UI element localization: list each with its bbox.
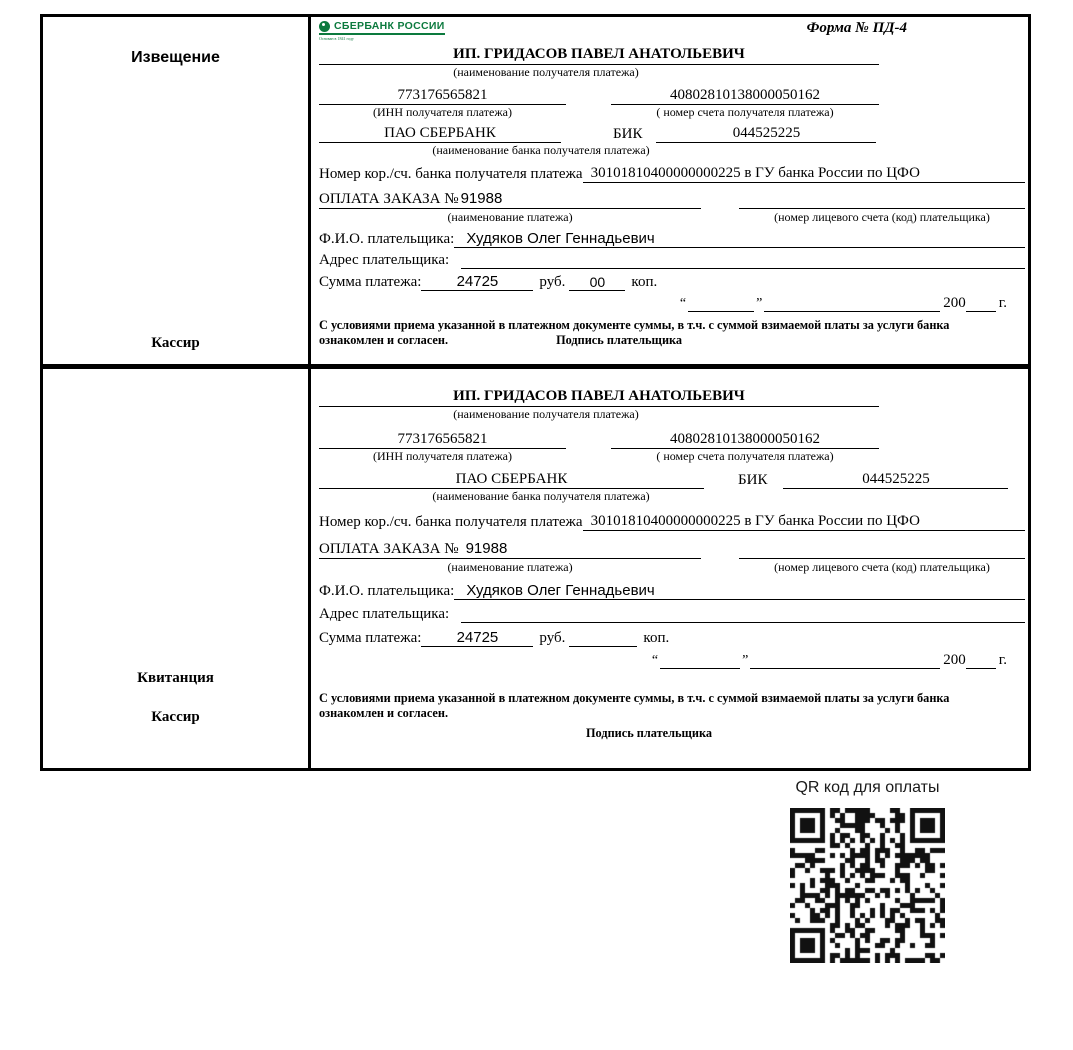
bik-label: БИК bbox=[738, 472, 768, 488]
date-day-field bbox=[688, 298, 754, 312]
order-number: 91988 bbox=[465, 540, 508, 557]
bank-row bbox=[319, 125, 1025, 143]
recipient-name: ИП. ГРИДАСОВ ПАВЕЛ АНАТОЛЬЕВИЧ bbox=[319, 46, 879, 65]
notice-left-column bbox=[43, 17, 311, 364]
account-value: 40802810138000050162 bbox=[611, 87, 879, 105]
payer-code-caption: (номер лицевого счета (код) плательщика) bbox=[774, 560, 990, 574]
inn-account-row bbox=[319, 431, 1025, 449]
notice-label: Извещение bbox=[131, 49, 220, 66]
payment-name-field bbox=[319, 190, 701, 209]
payment-name-caption: (наименование платежа) bbox=[447, 560, 573, 574]
form-number-title: Форма № ПД-4 bbox=[806, 20, 907, 36]
kop-label: коп. bbox=[643, 630, 670, 646]
bank-name-value: ПАО СБЕРБАНК bbox=[319, 125, 561, 143]
inn-account-captions bbox=[319, 449, 1025, 464]
year-suffix: г. bbox=[998, 652, 1007, 668]
recipient-caption: (наименование получателя платежа) bbox=[453, 65, 639, 79]
date-row bbox=[319, 652, 1007, 669]
payment-name-caption: (наименование платежа) bbox=[447, 210, 573, 224]
qr-payment-block bbox=[775, 779, 960, 963]
kop-label: коп. bbox=[631, 274, 658, 290]
payer-address-row bbox=[319, 252, 1025, 269]
payment-name-prefix: ОПЛАТА ЗАКАЗА № bbox=[319, 191, 459, 207]
inn-account-row bbox=[319, 87, 1025, 105]
sberbank-logo-tagline: Основан в 1841 году bbox=[319, 36, 354, 41]
notice-header-row bbox=[319, 20, 1025, 44]
order-number: 91988 bbox=[460, 190, 503, 207]
bank-caption: (наименование банка получателя платежа) bbox=[432, 143, 650, 157]
year-suffix: г. bbox=[998, 295, 1007, 311]
receipt-left-column bbox=[43, 369, 311, 768]
sum-row bbox=[319, 273, 1025, 291]
sum-rub-value: 24725 bbox=[421, 629, 533, 647]
signature-label: Подпись плательщика bbox=[556, 333, 683, 348]
year-prefix: 200 bbox=[943, 295, 966, 311]
notice-section bbox=[43, 17, 1028, 369]
year-prefix: 200 bbox=[943, 652, 966, 668]
bank-caption: (наименование банка получателя платежа) bbox=[432, 489, 650, 503]
notice-body bbox=[311, 17, 1028, 364]
inn-caption: (ИНН получателя платежа) bbox=[373, 105, 512, 119]
spacer bbox=[566, 449, 611, 464]
corr-account-row bbox=[319, 513, 1025, 531]
payer-fio-row bbox=[319, 230, 1025, 248]
corr-account-label: Номер кор./сч. банка получателя платежа bbox=[319, 166, 583, 182]
qr-code bbox=[790, 808, 945, 963]
account-caption: ( номер счета получателя платежа) bbox=[656, 449, 834, 463]
date-row bbox=[319, 295, 1007, 312]
payer-fio-value: Худяков Олег Геннадьевич bbox=[454, 582, 1025, 600]
pd4-payment-form bbox=[40, 14, 1031, 771]
bik-value: 044525225 bbox=[783, 471, 1008, 489]
cashier-label: Кассир bbox=[151, 709, 200, 725]
account-value: 40802810138000050162 bbox=[611, 431, 879, 449]
sum-label: Сумма платежа: bbox=[319, 630, 422, 646]
payer-code-field bbox=[739, 545, 1025, 559]
bik-label: БИК bbox=[613, 126, 643, 142]
agreement-block bbox=[319, 318, 1025, 349]
agreement-line2: ознакомлен и согласен. bbox=[319, 706, 449, 721]
corr-account-value: 30101810400000000225 в ГУ банка России по ЦФО bbox=[583, 165, 1025, 183]
payer-code-caption: (номер лицевого счета (код) плательщика) bbox=[774, 210, 990, 224]
rub-label: руб. bbox=[539, 274, 566, 290]
bank-row bbox=[319, 471, 1025, 489]
inn-value: 773176565821 bbox=[319, 431, 566, 449]
signature-label: Подпись плательщика bbox=[585, 725, 712, 740]
sum-rub-value: 24725 bbox=[421, 273, 533, 291]
inn-caption: (ИНН получателя платежа) bbox=[373, 449, 512, 463]
receipt-section bbox=[43, 369, 1028, 768]
payer-fio-label: Ф.И.О. плательщика: bbox=[319, 583, 455, 599]
agreement-line2-row bbox=[319, 333, 1025, 348]
date-year-field bbox=[966, 298, 996, 312]
close-quote: ” bbox=[756, 296, 763, 311]
open-quote: “ bbox=[679, 296, 687, 311]
corr-account-label: Номер кор./сч. банка получателя платежа bbox=[319, 514, 583, 530]
close-quote: ” bbox=[742, 653, 749, 668]
agreement-line1: С условиями приема указанной в платежном документе суммы, в т.ч. с суммой взимаемой платы за услуги банка bbox=[319, 318, 950, 332]
payment-name-field bbox=[319, 540, 701, 559]
bik-value: 044525225 bbox=[656, 125, 876, 143]
sum-label: Сумма платежа: bbox=[319, 274, 422, 290]
bank-name-value: ПАО СБЕРБАНК bbox=[319, 471, 704, 489]
corr-account-row bbox=[319, 165, 1025, 183]
sberbank-logo-text: СБЕРБАНК РОССИИ bbox=[334, 20, 445, 32]
payer-address-field bbox=[461, 607, 1025, 623]
payment-name-row bbox=[319, 190, 1025, 209]
sberbank-coin-icon bbox=[319, 21, 330, 32]
cashier-label: Кассир bbox=[151, 335, 200, 351]
agreement-block bbox=[319, 691, 1025, 741]
agreement-line1: С условиями приема указанной в платежном документе суммы, в т.ч. с суммой взимаемой платы за услуги банка bbox=[319, 691, 950, 705]
sum-kop-value: 00 bbox=[569, 274, 625, 291]
open-quote: “ bbox=[651, 653, 659, 668]
payer-address-label: Адрес плательщика: bbox=[319, 606, 450, 622]
date-month-field bbox=[764, 298, 940, 312]
sberbank-logo-main bbox=[319, 20, 445, 35]
sum-row bbox=[319, 629, 1025, 647]
payer-fio-label: Ф.И.О. плательщика: bbox=[319, 231, 455, 247]
payment-name-prefix: ОПЛАТА ЗАКАЗА № bbox=[319, 541, 459, 557]
recipient-name: ИП. ГРИДАСОВ ПАВЕЛ АНАТОЛЬЕВИЧ bbox=[319, 388, 879, 407]
payer-address-label: Адрес плательщика: bbox=[319, 252, 450, 268]
date-month-field bbox=[750, 655, 940, 669]
payer-fio-row bbox=[319, 582, 1025, 600]
inn-account-captions bbox=[319, 105, 1025, 120]
qr-caption: QR код для оплаты bbox=[795, 779, 940, 796]
account-caption: ( номер счета получателя платежа) bbox=[656, 105, 834, 119]
payer-fio-value: Худяков Олег Геннадьевич bbox=[454, 230, 1025, 248]
recipient-caption: (наименование получателя платежа) bbox=[453, 407, 639, 421]
payer-address-row bbox=[319, 606, 1025, 623]
rub-label: руб. bbox=[539, 630, 566, 646]
payment-captions-row bbox=[319, 210, 1025, 225]
sum-kop-field bbox=[569, 646, 637, 647]
sberbank-logo bbox=[319, 20, 445, 41]
agreement-line2: ознакомлен и согласен. bbox=[319, 333, 449, 348]
payer-code-field bbox=[739, 195, 1025, 209]
receipt-body bbox=[311, 369, 1028, 768]
spacer bbox=[566, 105, 611, 120]
payment-captions-row bbox=[319, 560, 1025, 575]
payer-address-field bbox=[461, 253, 1025, 269]
corr-account-value: 30101810400000000225 в ГУ банка России по ЦФО bbox=[583, 513, 1025, 531]
receipt-label: Квитанция bbox=[137, 670, 214, 686]
date-day-field bbox=[660, 655, 740, 669]
date-year-field bbox=[966, 655, 996, 669]
inn-value: 773176565821 bbox=[319, 87, 566, 105]
payment-name-row bbox=[319, 540, 1025, 559]
